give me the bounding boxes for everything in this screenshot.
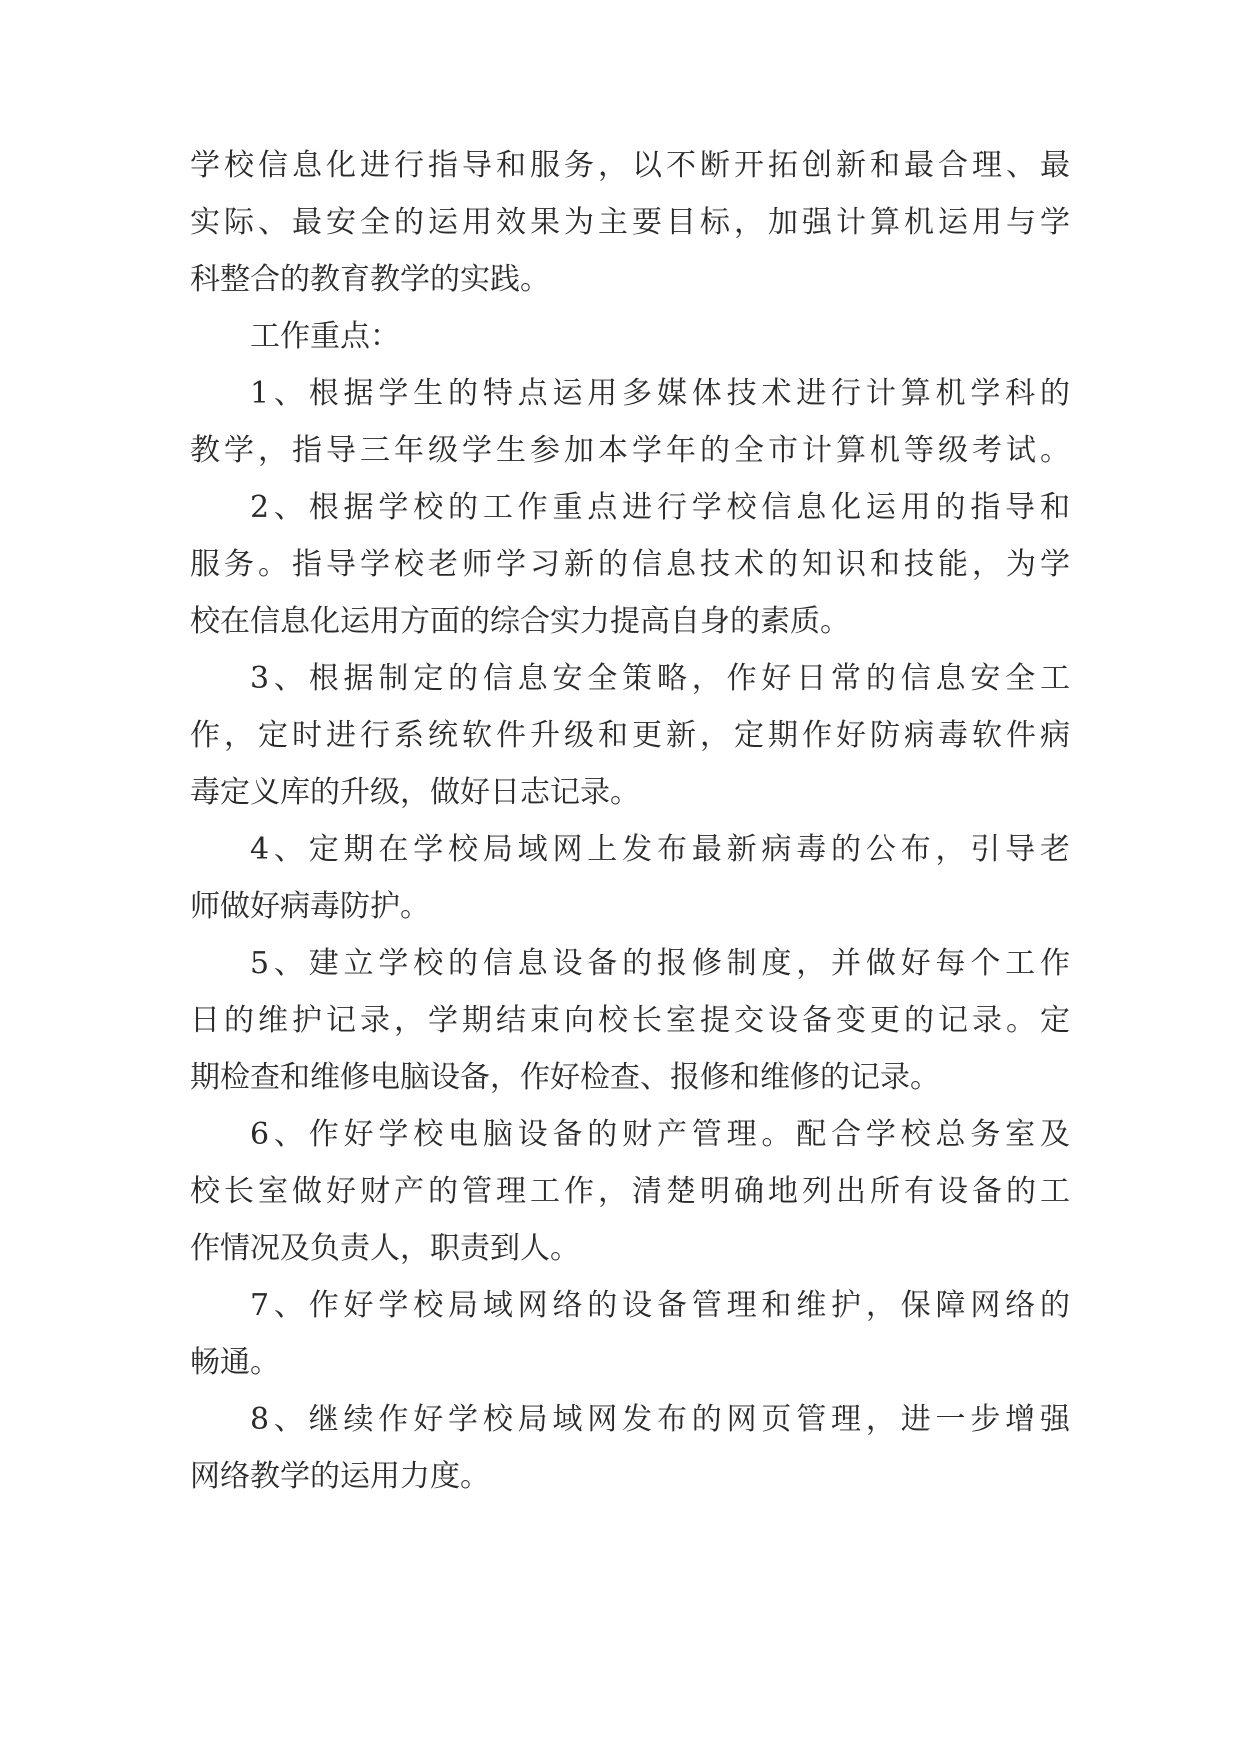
list-item-line: 8、继续作好学校局域网发布的网页管理，进一步增强 bbox=[250, 1402, 1070, 1437]
list-item-line: 网络教学的运用力度。 bbox=[190, 1459, 490, 1494]
list-item-line: 畅通。 bbox=[190, 1345, 280, 1380]
list-item-line: 作情况及负责人，职责到人。 bbox=[190, 1231, 580, 1266]
list-item-line: 4、定期在学校局域网上发布最新病毒的公布，引导老 bbox=[250, 832, 1070, 867]
text-line: 学校信息化进行指导和服务，以不断开拓创新和最合理、最 bbox=[190, 148, 1070, 183]
list-item-line: 日的维护记录，学期结束向校长室提交设备变更的记录。定 bbox=[190, 1003, 1070, 1038]
list-item-line: 作，定时进行系统软件升级和更新，定期作好防病毒软件病 bbox=[190, 718, 1070, 753]
list-item-line: 5、建立学校的信息设备的报修制度，并做好每个工作 bbox=[250, 946, 1070, 981]
list-item-line: 校长室做好财产的管理工作，清楚明确地列出所有设备的工 bbox=[190, 1174, 1070, 1209]
text-line: 科整合的教育教学的实践。 bbox=[190, 262, 550, 297]
list-item-line: 校在信息化运用方面的综合实力提高自身的素质。 bbox=[190, 604, 850, 639]
list-item-line: 毒定义库的升级，做好日志记录。 bbox=[190, 775, 640, 810]
list-item-line: 6、作好学校电脑设备的财产管理。配合学校总务室及 bbox=[250, 1117, 1070, 1152]
list-item-line: 2、根据学校的工作重点进行学校信息化运用的指导和 bbox=[250, 490, 1070, 525]
list-item-line: 3、根据制定的信息安全策略，作好日常的信息安全工 bbox=[250, 661, 1070, 696]
list-item-line: 1、根据学生的特点运用多媒体技术进行计算机学科的 bbox=[250, 376, 1070, 411]
list-item-line: 师做好病毒防护。 bbox=[190, 889, 430, 924]
list-item-line: 7、作好学校局域网络的设备管理和维护，保障网络的 bbox=[250, 1288, 1070, 1323]
list-item-line: 期检查和维修电脑设备，作好检查、报修和维修的记录。 bbox=[190, 1060, 940, 1095]
list-item-line: 教学，指导三年级学生参加本学年的全市计算机等级考试。 bbox=[190, 433, 1070, 468]
list-item-line: 服务。指导学校老师学习新的信息技术的知识和技能，为学 bbox=[190, 547, 1070, 582]
section-heading: 工作重点： bbox=[250, 319, 400, 354]
text-line: 实际、最安全的运用效果为主要目标，加强计算机运用与学 bbox=[190, 205, 1070, 240]
